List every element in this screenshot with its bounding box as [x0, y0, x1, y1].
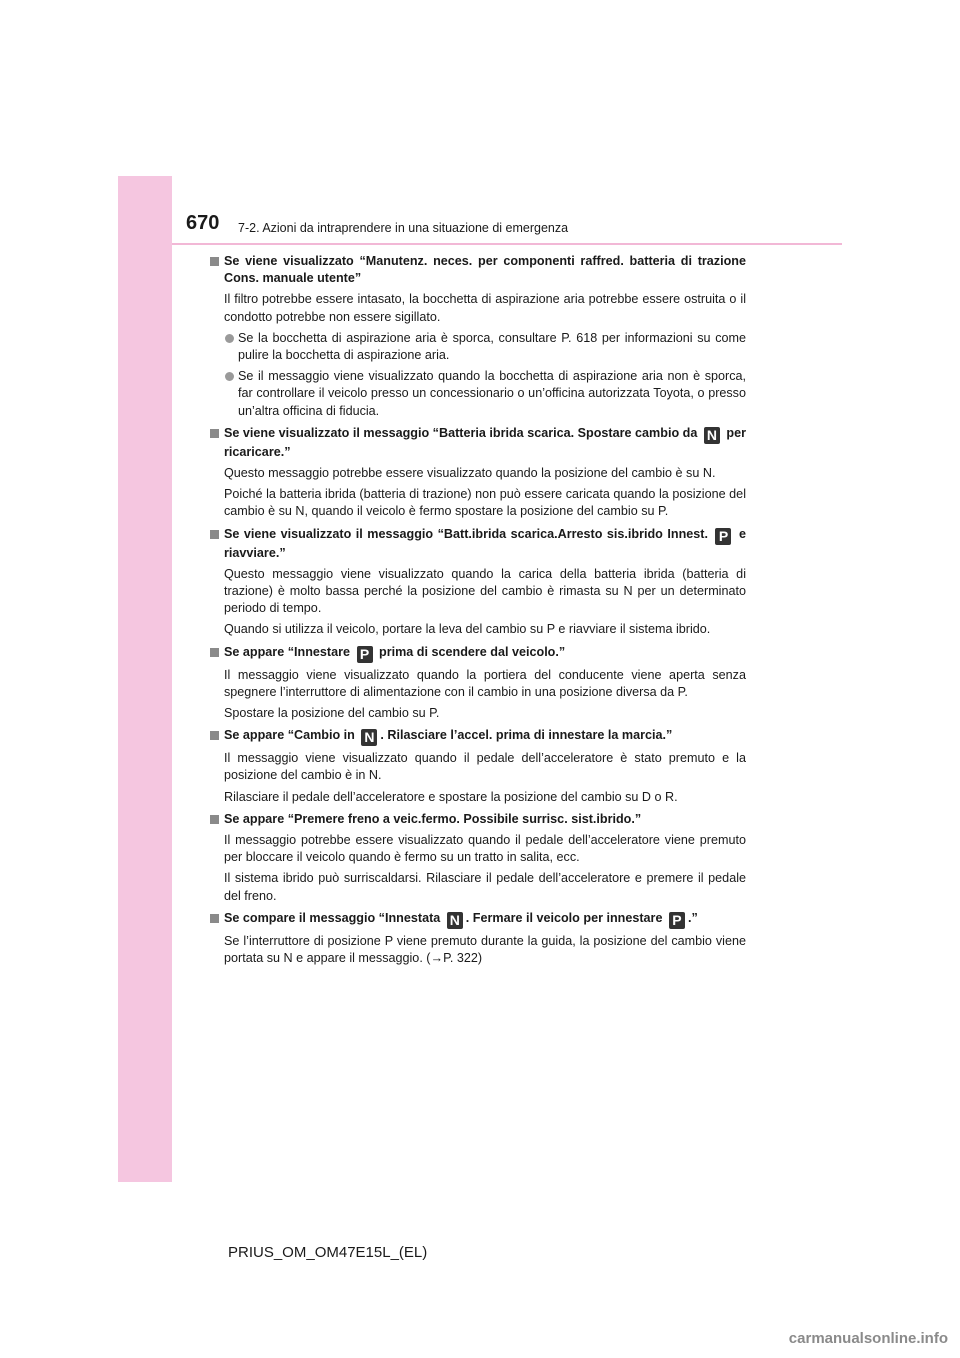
square-bullet-icon	[210, 648, 219, 657]
document-code: PRIUS_OM_OM47E15L_(EL)	[228, 1244, 428, 1261]
paragraph: Se l’interruttore di posizione P viene premuto durante la guida, la posizione del cambio viene portata su N e appare il messaggio. (→P. 322)	[224, 933, 746, 966]
page-number: 670	[186, 212, 220, 234]
heading-text: . Rilasciare l’accel. prima di innestare la marcia.”	[380, 728, 673, 743]
heading-text: .”	[687, 910, 698, 925]
watermark: carmanualsonline.info	[788, 1330, 948, 1347]
section-maintenance	[208, 253, 746, 420]
paragraph: Poiché la batteria ibrida (batteria di trazione) non può essere caricata quando la posizione del cambio è su N, quando il veicolo è fermo spostare la posizione del cambio su P.	[224, 487, 746, 519]
paragraph: Il filtro potrebbe essere intasato, la bocchetta di aspirazione aria potrebbe essere ostruita o il condotto potrebbe non essere sigillato.	[224, 292, 746, 324]
chapter-title: 7-2. Azioni da intraprendere in una situazione di emergenza	[238, 221, 569, 235]
round-bullet-icon	[225, 334, 234, 343]
heading-text: e riavviare.”	[224, 526, 747, 560]
heading-text: . Fermare il veicolo per innestare	[465, 910, 663, 925]
paragraph: Il sistema ibrido può surriscaldarsi. Rilasciare il pedale dell’acceleratore e premere il pedale del freno.	[224, 871, 746, 903]
section-heading	[208, 253, 746, 287]
square-bullet-icon	[210, 914, 219, 923]
section-heading	[208, 425, 746, 461]
shift-p-icon: P	[669, 912, 685, 929]
heading-text: Se viene visualizzato “Manutenz. neces. per componenti raffred. batteria di trazione Cons. manuale utente”	[224, 254, 746, 286]
paragraph: Il messaggio potrebbe essere visualizzato quando il pedale dell’acceleratore viene premuto per bloccare il veicolo quando è fermo su un tratto in salita, ecc.	[224, 833, 746, 865]
square-bullet-icon	[210, 815, 219, 824]
shift-n-icon: N	[704, 427, 720, 444]
section-heading	[208, 526, 746, 562]
paragraph: Rilasciare il pedale dell’acceleratore e spostare la posizione del cambio su D o R.	[224, 789, 678, 804]
shift-p-icon: P	[715, 528, 731, 545]
paragraph: Questo messaggio viene visualizzato quando la carica della batteria ibrida (batteria di trazione) è molto bassa perché la posizione del cambio è rimasta su N per un determinato periodo di tempo.	[224, 566, 746, 616]
square-bullet-icon	[210, 429, 219, 438]
section-battery-stop	[208, 526, 746, 639]
header-divider	[172, 243, 842, 245]
section-heading	[208, 910, 746, 929]
heading-text: Se appare “Premere freno a veic.fermo. Possibile surrisc. sist.ibrido.”	[224, 811, 642, 826]
heading-text: Se viene visualizzato il messaggio “Batteria ibrida scarica. Spostare cambio da	[224, 425, 698, 440]
section-battery-low	[208, 425, 746, 521]
section-shift-n	[208, 727, 746, 806]
heading-text: Se viene visualizzato il messaggio “Batt.ibrida scarica.Arresto sis.ibrido Innest.	[224, 526, 708, 541]
shift-n-icon: N	[447, 912, 463, 929]
list-item-text: Se la bocchetta di aspirazione aria è sporca, consultare P. 618 per informazioni su come pulire la bocchetta di aspirazione aria.	[238, 330, 746, 363]
heading-text: per ricaricare.”	[224, 425, 747, 459]
section-heading	[208, 727, 746, 746]
chapter-sidebar-tab	[118, 176, 172, 1182]
paragraph: Spostare la posizione del cambio su P.	[224, 706, 440, 721]
square-bullet-icon	[210, 257, 219, 266]
paragraph: Quando si utilizza il veicolo, portare la leva del cambio su P e riavviare il sistema ibrido.	[224, 622, 711, 637]
list-item-text: Se il messaggio viene visualizzato quando la bocchetta di aspirazione aria non è sporca, far controllare il veicolo presso un concessionario o un’officina autorizzata Toyota, o presso un’altra officina di fiducia.	[238, 369, 746, 418]
section-engaged-n	[208, 910, 746, 967]
heading-text: Se appare “Innestare	[224, 644, 350, 659]
heading-text: Se compare il messaggio “Innestata	[224, 910, 441, 925]
shift-n-icon: N	[361, 729, 377, 746]
section-brake	[208, 811, 746, 905]
square-bullet-icon	[210, 530, 219, 539]
heading-text: prima di scendere dal veicolo.”	[379, 644, 566, 659]
section-engage-p	[208, 644, 746, 723]
paragraph: Il messaggio viene visualizzato quando il pedale dell’acceleratore è stato premuto e la posizione del cambio è in N.	[224, 751, 746, 783]
heading-text: Se appare “Cambio in	[224, 728, 355, 743]
section-heading	[208, 811, 746, 828]
square-bullet-icon	[210, 731, 219, 740]
shift-p-icon: P	[357, 646, 373, 663]
paragraph: Questo messaggio potrebbe essere visualizzato quando la posizione del cambio è su N.	[224, 466, 716, 481]
round-bullet-icon	[225, 372, 234, 381]
list-item	[208, 330, 746, 364]
section-heading	[208, 644, 746, 663]
paragraph: Il messaggio viene visualizzato quando la portiera del conducente viene aperta senza spegnere l’interruttore di alimentazione con il cambio in una posizione diversa da P.	[224, 667, 746, 699]
list-item	[208, 368, 746, 420]
page-content	[208, 253, 746, 972]
